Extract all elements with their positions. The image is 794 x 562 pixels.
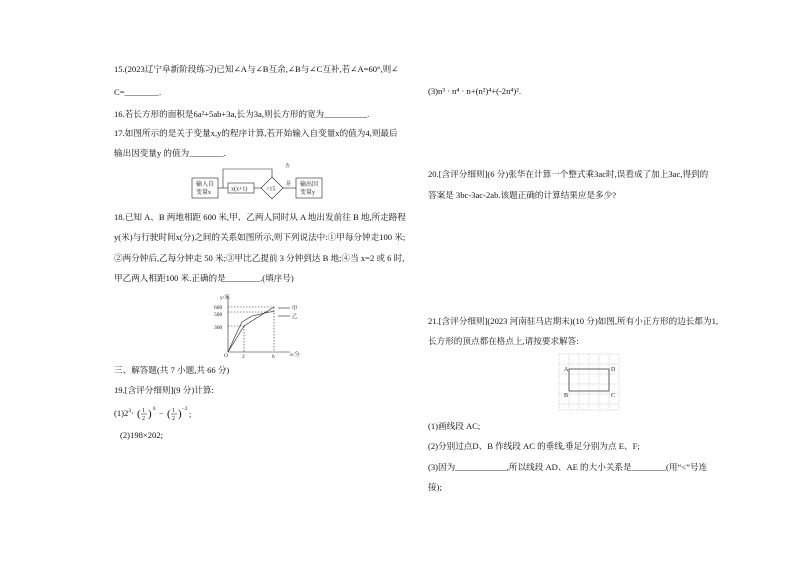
graph-xtick-6: 6: [272, 354, 275, 360]
q21-part2: (2)分别过点D、B 作线段 AC 的垂线,垂足分别为点 E、F;: [428, 441, 640, 451]
q18-line1: 18.已知 A、B 两地相距 600 米,甲、乙两人同时从 A 地出发前往 B 地,所走路程: [114, 212, 406, 222]
flow-no: 否: [285, 164, 291, 169]
flow-input-line1: 输入自: [196, 182, 215, 188]
q18-line3: ②两分钟后,乙每分钟走 50 米;③甲比乙提前 3 分钟到达 B 地;④当 x=2 或 6 时,: [114, 253, 405, 263]
svg-text:0: 0: [153, 407, 156, 412]
q18-line2: y(米)与行驶时间x(分)之间的关系如图所示,则下列说法中:①甲每分钟走100 米;: [114, 232, 406, 242]
point-c-label: C: [611, 393, 616, 399]
program-flowchart: [190, 163, 330, 205]
flow-output-line2: 变量y: [300, 190, 316, 196]
q19-part3: (3)n³ · n⁴ · n+(n²)⁴+(-2n⁴)².: [428, 86, 521, 96]
point-a-label: A: [564, 367, 569, 373]
q19-heading: 19.[含评分细则](9 分)计算:: [114, 385, 214, 395]
svg-text:−2: −2: [182, 407, 188, 412]
flow-yes: 是: [286, 182, 292, 187]
point-d-label: D: [611, 367, 616, 373]
line-jia: [228, 307, 274, 352]
svg-text:(: (: [137, 408, 141, 420]
flow-process: x(x+1): [231, 186, 248, 193]
point-b-label: B: [564, 393, 569, 399]
svg-text:;: ;: [189, 410, 192, 419]
graph-ytick-500: 500: [214, 312, 223, 318]
svg-text:2: 2: [172, 416, 176, 422]
q21-line1: 21.[含评分细则](2023 河南驻马店期末)(10 分)如图,所有小正方形的边长都为1,: [428, 316, 719, 326]
svg-text:2: 2: [142, 416, 146, 422]
graph-xtick-2: 2: [242, 354, 245, 360]
svg-text:1: 1: [172, 408, 176, 414]
q21-line2: 长方形的顶点都在格点上,请按要求解答:: [428, 336, 579, 346]
graph-x-label: x/分: [290, 352, 300, 358]
flow-output-line1: 输出因: [300, 182, 319, 188]
q21-part3-line1: (3)因为____________,所以线段 AD、AE 的大小关系是________(用“<”号连: [428, 462, 708, 472]
q19-part2: (2)198×202;: [120, 430, 164, 440]
q21-part3-line2: 接);: [428, 482, 442, 492]
q19-1-exp: 3: [128, 408, 132, 415]
q18-line4: 甲乙两人相距100 米.正确的是________.(填序号): [114, 273, 294, 283]
q20-line1: 20.[含评分细则](6 分)张华在计算一个整式乘3ac时,误看成了加上3ac,得到的: [428, 169, 709, 179]
graph-ytick-600: 600: [214, 305, 223, 311]
graph-y-label: y/米: [220, 295, 230, 301]
svg-text:1: 1: [142, 408, 146, 414]
q15-line1: 15.(2023辽宁阜新阶段练习)已知∠A与∠B互余,∠B与∠C互补,若∠A=60°,则∠: [114, 64, 399, 74]
line-yi: [228, 311, 274, 352]
flow-input-line2: 变量x: [196, 190, 212, 196]
flow-decision: >15: [266, 186, 276, 193]
grid-rectangle-figure: [554, 350, 624, 414]
q16-text: 16.若长方形的面积是6a²+5ab+3a,长为3a,则长方形的宽为__________.: [114, 109, 370, 119]
graph-origin: O: [224, 353, 228, 359]
q17-line1: 17.如图所示的是关于变量x,y的程序计算,若开始输入自变量x的值为4,则最后: [114, 128, 398, 138]
legend-jia: 甲: [292, 306, 298, 312]
legend-yi: 乙: [292, 314, 298, 320]
q21-part1: (1)画线段 AC;: [428, 421, 481, 431]
svg-text:(: (: [167, 408, 171, 420]
svg-text:): ): [178, 408, 182, 420]
q20-line2: 答案是 3bc-3ac-2ab.该题正确的计算结果应是多少?: [428, 190, 617, 200]
q17-line2: 输出因变量y 的值为________.: [114, 148, 226, 158]
distance-time-graph: [206, 292, 318, 360]
q15-line2: C=________.: [114, 87, 162, 97]
svg-text:−: −: [159, 409, 164, 418]
section-3-heading: 三、解答题(共 7 小题,共 66 分): [114, 365, 230, 375]
graph-ytick-300: 300: [214, 325, 223, 331]
q19-part1: $(1)2^3\cdot$ ( 1 2 ) 0 − ( 1 2 ) −2 ;: [114, 407, 192, 422]
q19-1-fractions: [137, 405, 193, 423]
svg-text:): ): [148, 408, 152, 420]
q19-1-prefix: (1)2: [114, 407, 129, 418]
